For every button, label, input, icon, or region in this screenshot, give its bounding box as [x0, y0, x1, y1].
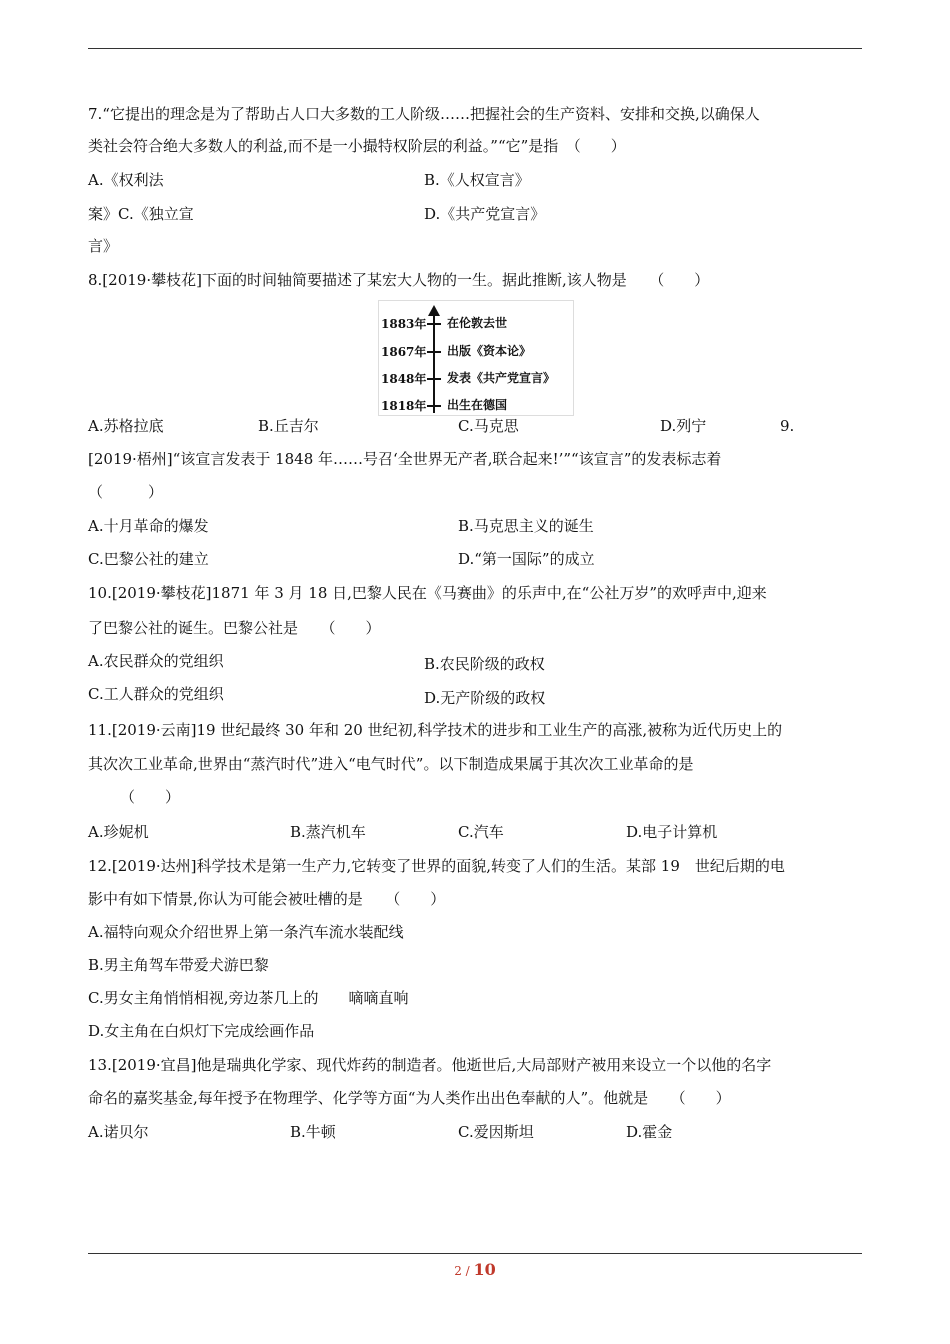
q9-stem-line2: （ ）	[88, 483, 164, 501]
q9-option-b: B.马克思主义的诞生	[458, 517, 594, 535]
q11-stem-line3: （ ）	[120, 788, 181, 806]
q10-option-a: A.农民群众的党组织	[88, 652, 224, 670]
q7-option-a-cont: 案》C.《独立宣	[88, 205, 194, 223]
q13-stem-line2: 命名的嘉奖基金,每年授予在物理学、化学等方面“为人类作出出色奉献的人”。他就是 （ ）	[88, 1089, 731, 1107]
timeline-tick	[427, 351, 441, 353]
q11-option-c: C.汽车	[458, 823, 504, 841]
q10-option-c: C.工人群众的党组织	[88, 685, 224, 703]
current-page: 2	[454, 1264, 462, 1278]
q13-option-d: D.霍金	[626, 1123, 673, 1141]
timeline-event: 出版《资本论》	[447, 344, 532, 358]
timeline-event: 出生在德国	[447, 398, 508, 412]
q9-number: 9.	[780, 417, 795, 435]
total-pages: 10	[473, 1260, 496, 1279]
timeline-event: 在伦敦去世	[447, 316, 508, 330]
q8-option-b: B.丘吉尔	[258, 417, 319, 435]
q11-stem-line2: 其次次工业革命,世界由“蒸汽时代”进入“电气时代”。以下制造成果属于其次次工业革命的是	[88, 755, 694, 773]
q9-option-a: A.十月革命的爆发	[88, 517, 209, 535]
q10-stem-line1: 10.[2019·攀枝花]1871 年 3 月 18 日,巴黎人民在《马赛曲》的乐声中,在“公社万岁”的欢呼声中,迎来	[88, 584, 767, 602]
q7-option-c-cont: 言》	[88, 237, 119, 255]
timeline-year: 1818年	[381, 399, 427, 413]
q9-option-d: D.“第一国际”的成立	[458, 550, 595, 568]
timeline-figure	[378, 300, 574, 416]
q12-stem-line2: 影中有如下情景,你认为可能会被吐槽的是 （ ）	[88, 890, 446, 908]
timeline-axis	[433, 315, 435, 413]
q12-option-b: B.男主角驾车带爱犬游巴黎	[88, 956, 269, 974]
q13-stem-line1: 13.[2019·宜昌]他是瑞典化学家、现代炸药的制造者。他逝世后,大局部财产被用来设立一个以他的名字	[88, 1056, 772, 1074]
q12-option-a: A.福特向观众介绍世界上第一条汽车流水装配线	[88, 923, 404, 941]
q11-option-a: A.珍妮机	[88, 823, 149, 841]
timeline-year: 1848年	[381, 372, 427, 386]
q12-stem-line1: 12.[2019·达州]科学技术是第一生产力,它转变了世界的面貌,转变了人们的生活。某部 19 世纪后期的电	[88, 857, 785, 875]
timeline-tick	[427, 323, 441, 325]
q8-stem: 8.[2019·攀枝花]下面的时间轴简要描述了某宏大人物的一生。据此推断,该人物是 （ ）	[88, 271, 710, 289]
q13-option-a: A.诺贝尔	[88, 1123, 149, 1141]
page-separator: /	[461, 1264, 474, 1278]
page-number	[0, 1260, 950, 1279]
timeline-tick	[427, 405, 441, 407]
q12-option-d: D.女主角在白炽灯下完成绘画作品	[88, 1022, 315, 1040]
q11-option-d: D.电子计算机	[626, 823, 718, 841]
timeline-event: 发表《共产党宣言》	[447, 371, 556, 385]
q10-option-d: D.无产阶级的政权	[424, 689, 546, 707]
q9-stem-line1: [2019·梧州]“该宣言发表于 1848 年……号召‘全世界无产者,联合起来!’”“该宣言”的发表标志着	[88, 450, 722, 468]
q8-option-a: A.苏格拉底	[88, 417, 164, 435]
q12-option-c: C.男女主角悄悄相视,旁边茶几上的 嘀嘀直响	[88, 989, 409, 1007]
q10-stem-line2: 了巴黎公社的诞生。巴黎公社是 （ ）	[88, 619, 381, 637]
q7-option-a: A.《权利法	[88, 171, 164, 189]
timeline-year: 1883年	[381, 317, 427, 331]
q11-option-b: B.蒸汽机车	[290, 823, 366, 841]
q7-option-d: D.《共产党宣言》	[424, 205, 546, 223]
timeline-tick	[427, 378, 441, 380]
q7-option-b: B.《人权宣言》	[424, 171, 530, 189]
timeline-year: 1867年	[381, 345, 427, 359]
q13-option-b: B.牛顿	[290, 1123, 336, 1141]
q8-option-c: C.马克思	[458, 417, 519, 435]
q13-option-c: C.爱因斯坦	[458, 1123, 534, 1141]
q8-option-d: D.列宁	[660, 417, 707, 435]
header-rule	[88, 48, 862, 49]
q9-option-c: C.巴黎公社的建立	[88, 550, 209, 568]
q10-option-b: B.农民阶级的政权	[424, 655, 545, 673]
footer-rule	[88, 1253, 862, 1254]
q11-stem-line1: 11.[2019·云南]19 世纪最终 30 年和 20 世纪初,科学技术的进步和工业生产的高涨,被称为近代历史上的	[88, 721, 783, 739]
q7-stem-line1: 7.“它提出的理念是为了帮助占人口大多数的工人阶级……把握社会的生产资料、安排和交换,以确保人	[88, 105, 760, 123]
q7-stem-line2: 类社会符合绝大多数人的利益,而不是一小撮特权阶层的利益。”“它”是指 （ ）	[88, 137, 626, 155]
